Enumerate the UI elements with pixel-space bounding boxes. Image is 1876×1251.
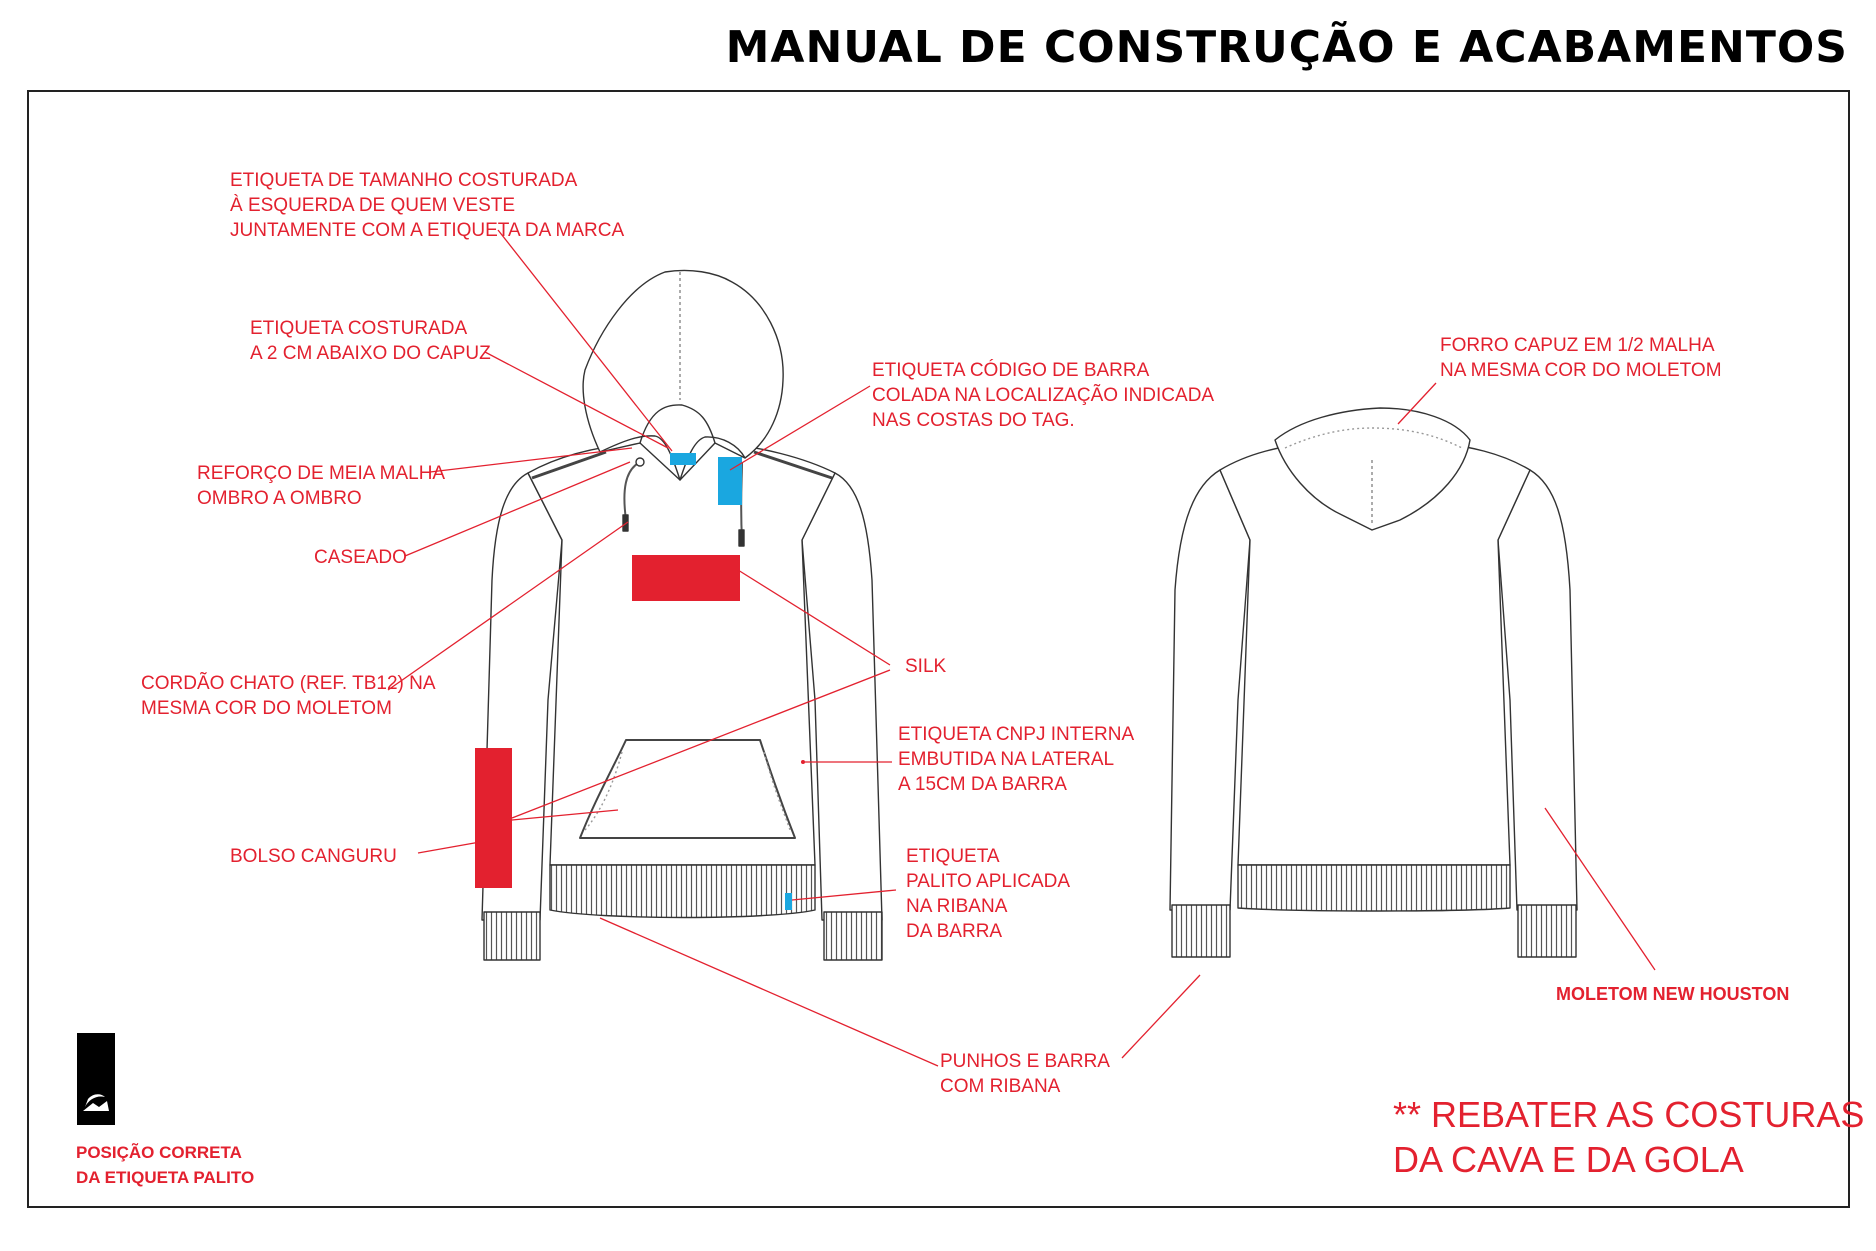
front-left-cuff (484, 912, 540, 960)
back-hem-ribbing (1238, 865, 1510, 911)
note-cnpj-label: ETIQUETA CNPJ INTERNA EMBUTIDA NA LATERAL A 15CM DA BARRA (898, 724, 1135, 795)
back-right-cuff (1518, 905, 1576, 957)
wave-mountain-logo-icon (77, 1033, 115, 1125)
note-silk: SILK (905, 656, 947, 677)
note-sewn-label: ETIQUETA COSTURADA A 2 CM ABAIXO DO CAPUZ (250, 318, 491, 364)
back-left-sleeve (1170, 470, 1250, 910)
back-hoodie (1170, 408, 1577, 957)
note-flag-position: POSIÇÃO CORRETA DA ETIQUETA PALITO (76, 1143, 255, 1187)
note-barcode-label: ETIQUETA CÓDIGO DE BARRA COLADA NA LOCALIZAÇÃO INDICADA NAS COSTAS DO TAG. (872, 360, 1215, 431)
front-right-cuff (824, 912, 882, 960)
note-hood-lining: FORRO CAPUZ EM 1/2 MALHA NA MESMA COR DO MOLETOM (1440, 335, 1722, 381)
barcode-tag-marker (718, 457, 742, 505)
front-hoodie (482, 270, 882, 960)
note-cuffs-hem: PUNHOS E BARRA COM RIBANA (940, 1051, 1110, 1097)
sleeve-silk-print (475, 748, 512, 888)
front-hood (583, 270, 783, 458)
note-size-label: ETIQUETA DE TAMANHO COSTURADA À ESQUERDA DE QUEM VESTE JUNTAMENTE COM A ETIQUETA DA MARCA (230, 170, 625, 241)
note-fabric: MOLETOM NEW HOUSTON (1556, 984, 1790, 1004)
note-drawcord: CORDÃO CHATO (REF. TB12) NA MESMA COR DO MOLETOM (141, 673, 436, 719)
size-label-marker (670, 453, 696, 465)
flag-label-marker (785, 893, 792, 910)
chest-silk-print (632, 555, 740, 601)
cnpj-label-marker (801, 760, 805, 764)
front-hem-ribbing (550, 865, 815, 918)
note-shoulder-reinforcement: REFORÇO DE MEIA MALHA OMBRO A OMBRO (197, 463, 446, 509)
note-kangaroo-pocket: BOLSO CANGURU (230, 846, 397, 867)
note-flag-label: ETIQUETA PALITO APLICADA NA RIBANA DA BARRA (906, 846, 1071, 942)
note-topstitch: ** REBATER AS COSTURAS DA CAVA E DA GOLA (1393, 1094, 1865, 1180)
back-left-cuff (1172, 905, 1230, 957)
page-title: MANUAL DE CONSTRUÇÃO E ACABAMENTOS (725, 22, 1848, 73)
note-buttonhole: CASEADO (314, 547, 407, 568)
flag-label-example (77, 1033, 115, 1125)
